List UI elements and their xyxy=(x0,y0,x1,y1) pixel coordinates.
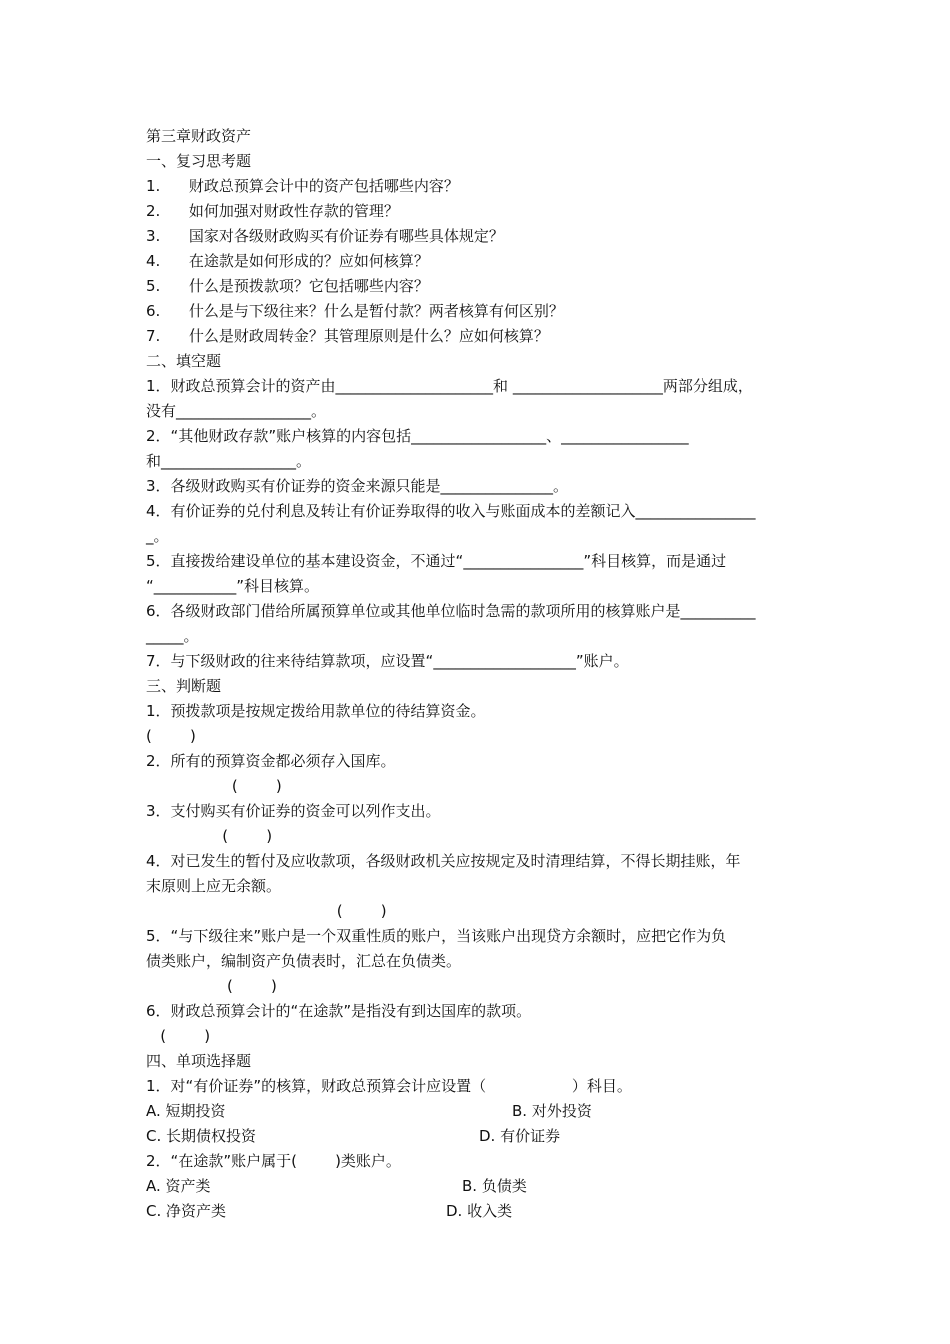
answer-parentheses: ( ) xyxy=(146,977,277,995)
true-false-line: 1．预拨款项是按规定拨给用款单位的待结算资金。 xyxy=(146,702,486,720)
answer-parentheses: ( ) xyxy=(146,1027,211,1045)
fill-blank-line: “___________”科目核算。 xyxy=(146,577,320,595)
choice-question-stem: 1．对“有价证券”的核算，财政总预算会计应设置（ ）科目。 xyxy=(146,1077,632,1095)
fill-blank-line: 5．直接拨给建设单位的基本建设资金，不通过“________________”科目核算，而是通过 xyxy=(146,552,727,570)
fill-blank-line: _____。 xyxy=(146,627,199,645)
answer-parentheses: ( ) xyxy=(146,902,387,920)
choice-option-a: A. 短期投资 xyxy=(146,1102,226,1120)
fill-blank-line: 7．与下级财政的往来待结算款项，应设置“___________________”账户。 xyxy=(146,652,629,670)
fill-blank-line: 4．有价证券的兑付利息及转让有价证券取得的收入与账面成本的差额记入________________ xyxy=(146,502,756,520)
fill-blank-line: 3．各级财政购买有价证券的资金来源只能是_______________。 xyxy=(146,477,569,495)
true-false-line: 5．“与下级往来”账户是一个双重性质的账户，当该账户出现贷方余额时，应把它作为负 xyxy=(146,927,727,945)
true-false-line: 4．对已发生的暂付及应收款项，各级财政机关应按规定及时清理结算，不得长期挂账，年 xyxy=(146,852,741,870)
true-false-line: 末原则上应无余额。 xyxy=(146,877,282,895)
true-false-line: 债类账户，编制资产负债表时，汇总在负债类。 xyxy=(146,952,462,970)
answer-parentheses: ( ) xyxy=(146,777,282,795)
true-false-line: 6．财政总预算会计的“在途款”是指没有到达国库的款项。 xyxy=(146,1002,532,1020)
review-question: 6. 什么是与下级往来？什么是暂付款？两者核算有何区别？ xyxy=(146,302,564,320)
choice-option-d: D. 收入类 xyxy=(446,1202,513,1220)
fill-blank-line: 没有__________________。 xyxy=(146,402,327,420)
answer-parentheses: ( ) xyxy=(146,727,196,745)
true-false-line: 3．支付购买有价证券的资金可以列作支出。 xyxy=(146,802,441,820)
choice-option-d: D. 有价证券 xyxy=(479,1127,561,1145)
review-question: 1. 财政总预算会计中的资产包括哪些内容？ xyxy=(146,177,459,195)
chapter-title: 第三章财政资产 xyxy=(146,127,252,145)
choice-option-a: A. 资产类 xyxy=(146,1177,211,1195)
review-question: 2. 如何加强对财政性存款的管理？ xyxy=(146,202,399,220)
review-question: 4. 在途款是如何形成的？应如何核算？ xyxy=(146,252,429,270)
review-question: 3. 国家对各级财政购买有价证券有哪些具体规定？ xyxy=(146,227,504,245)
section-heading-review: 一、复习思考题 xyxy=(146,152,252,170)
choice-question-stem: 2．“在途款”账户属于( )类账户。 xyxy=(146,1152,401,1170)
choice-option-c: C. 长期债权投资 xyxy=(146,1127,257,1145)
fill-blank-line: 6．各级财政部门借给所属预算单位或其他单位临时急需的款项所用的核算账户是__________ xyxy=(146,602,756,620)
section-heading-single-choice: 四、单项选择题 xyxy=(146,1052,252,1070)
section-heading-fill-blank: 二、填空题 xyxy=(146,352,222,370)
fill-blank-line: 1．财政总预算会计的资产由_____________________和 ____________________两部分组成， xyxy=(146,377,753,395)
fill-blank-line: 2．“其他财政存款”账户核算的内容包括__________________、_________________ xyxy=(146,427,689,445)
choice-option-b: B. 对外投资 xyxy=(512,1102,592,1120)
fill-blank-line: 和__________________。 xyxy=(146,452,312,470)
review-question: 7. 什么是财政周转金？其管理原则是什么？应如何核算？ xyxy=(146,327,549,345)
answer-parentheses: ( ) xyxy=(146,827,273,845)
review-question: 5. 什么是预拨款项？它包括哪些内容？ xyxy=(146,277,429,295)
fill-blank-line: _。 xyxy=(146,527,169,545)
choice-option-b: B. 负债类 xyxy=(462,1177,527,1195)
section-heading-true-false: 三、判断题 xyxy=(146,677,222,695)
true-false-line: 2．所有的预算资金都必须存入国库。 xyxy=(146,752,396,770)
choice-option-c: C. 净资产类 xyxy=(146,1202,227,1220)
